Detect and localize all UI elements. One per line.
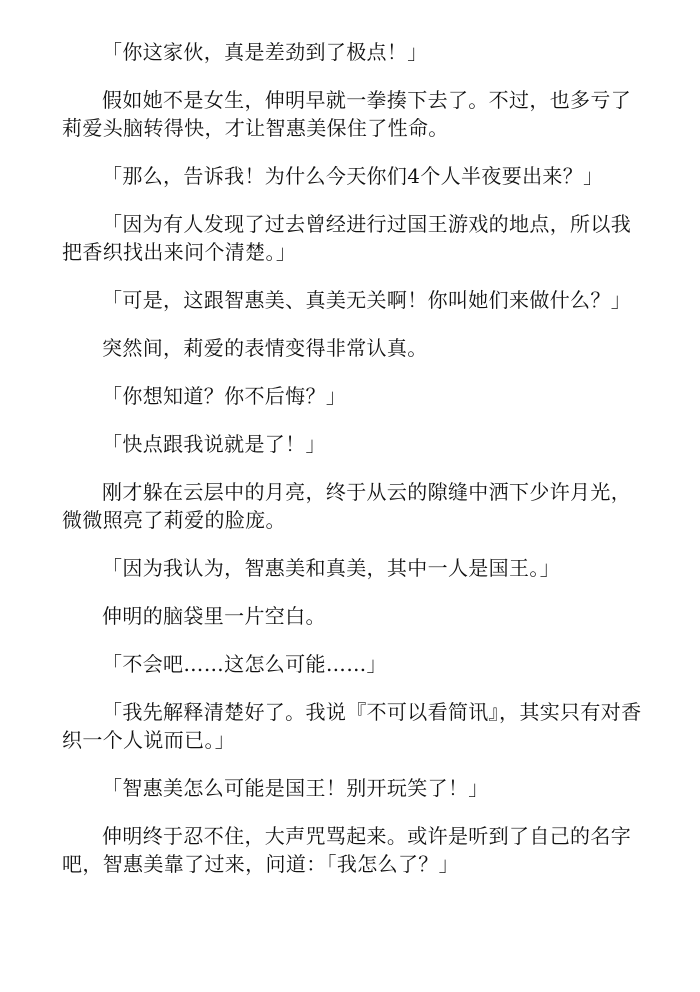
- document-page: [62, 38, 642, 898]
- paragraph: 「不会吧……这怎么可能……」: [102, 652, 387, 676]
- paragraph: 突然间，莉爱的表情变得非常认真。: [102, 336, 428, 360]
- paragraph: 「你想知道？你不后悔？」: [102, 384, 347, 408]
- paragraph: 刚才躲在云层中的月亮，终于从云的隙缝中洒下少许月光，微微照亮了莉爱的脸庞。: [62, 480, 632, 532]
- paragraph: 伸明的脑袋里一片空白。: [102, 604, 326, 628]
- paragraph: 「你这家伙，真是差劲到了极点！」: [102, 40, 428, 64]
- paragraph: 「可是，这跟智惠美、真美无关啊！你叫她们来做什么？」: [102, 288, 632, 312]
- paragraph: 「因为有人发现了过去曾经进行过国王游戏的地点，所以我把香织找出来问个清楚。」: [62, 212, 632, 264]
- paragraph: 「智惠美怎么可能是国王！别开玩笑了！」: [102, 776, 489, 800]
- paragraph: 「那么，告诉我！为什么今天你们4个人半夜要出来？」: [102, 164, 604, 188]
- paragraph: 「快点跟我说就是了！」: [102, 432, 326, 456]
- paragraph: 假如她不是女生，伸明早就一拳揍下去了。不过，也多亏了莉爱头脑转得快，才让智惠美保住了性命。: [62, 88, 632, 140]
- paragraph: 「我先解释清楚好了。我说『不可以看简讯』，其实只有对香织一个人说而已。」: [62, 700, 642, 752]
- paragraph: 「因为我认为，智惠美和真美，其中一人是国王。」: [102, 556, 561, 580]
- paragraph: 伸明终于忍不住，大声咒骂起来。或许是听到了自己的名字吧，智惠美靠了过来，问道：「我怎么了？」: [62, 824, 632, 876]
